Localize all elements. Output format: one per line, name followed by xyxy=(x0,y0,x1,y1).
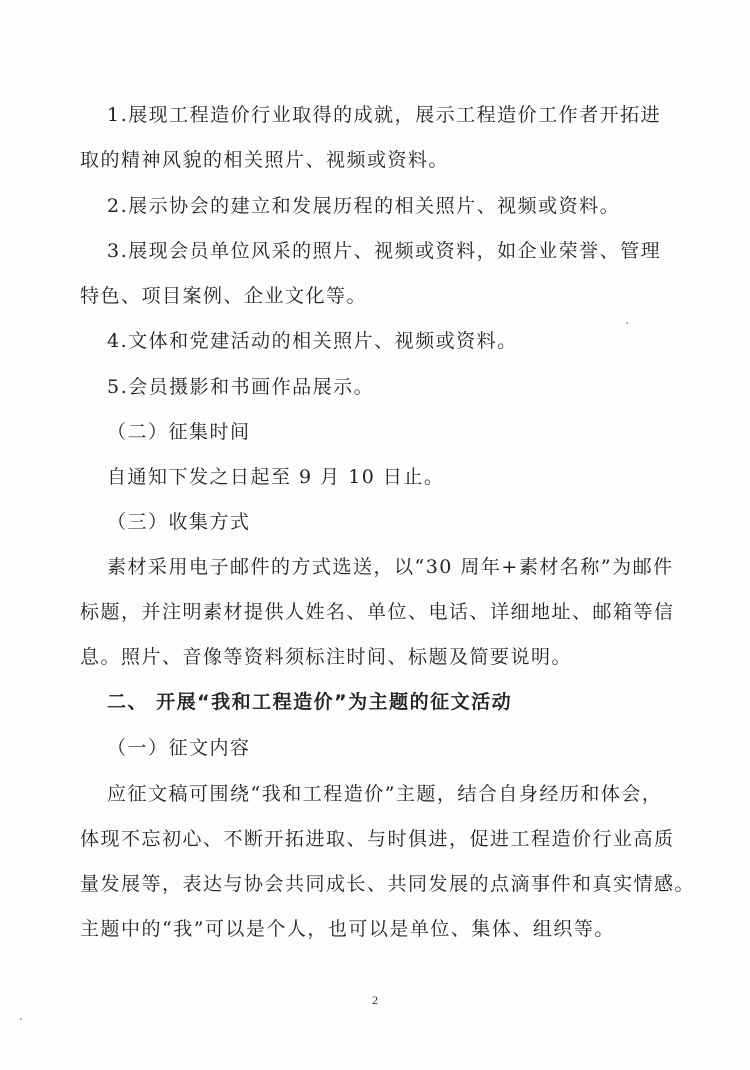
text-line: 自通知下发之日起至 9 月 10 日止。 xyxy=(107,466,445,488)
text-line: 取的精神风貌的相关照片、视频或资料。 xyxy=(80,149,450,171)
text-line: 量发展等，表达与协会共同成长、共同发展的点滴事件和真实情感。 xyxy=(80,873,696,895)
text-line: 标题，并注明素材提供人姓名、单位、电话、详细地址、邮箱等信 xyxy=(80,601,675,623)
text-line: 4.文体和党建活动的相关照片、视频或资料。 xyxy=(107,330,518,352)
text-line: 应征文稿可围绕“我和工程造价”主题，结合自身经历和体会， xyxy=(107,783,663,805)
page-number: 2 xyxy=(372,993,378,1007)
text-line: 特色、项目案例、企业文化等。 xyxy=(80,285,368,307)
scan-speck xyxy=(626,322,628,324)
text-line: 主题中的“我”可以是个人，也可以是单位、集体、组织等。 xyxy=(80,918,615,940)
text-line: 1.展现工程造价行业取得的成就，展示工程造价工作者开拓进 xyxy=(107,104,662,126)
text-line: 体现不忘初心、不断开拓进取、与时俱进，促进工程造价行业高质 xyxy=(80,828,675,850)
section-subheading: （三）收集方式 xyxy=(107,511,251,533)
text-line: 2.展示协会的建立和发展历程的相关照片、视频或资料。 xyxy=(107,195,621,217)
scan-speck xyxy=(20,1018,22,1020)
text-line: 3.展现会员单位风采的照片、视频或资料，如企业荣誉、管理 xyxy=(107,240,662,262)
section-subheading: （一）征文内容 xyxy=(107,737,251,759)
section-heading: 二、 开展“我和工程造价”为主题的征文活动 xyxy=(107,691,513,713)
text-line: 息。照片、音像等资料须标注时间、标题及简要说明。 xyxy=(80,646,573,668)
text-line: 5.会员摄影和书画作品展示。 xyxy=(107,376,375,398)
section-subheading: （二）征集时间 xyxy=(107,421,251,443)
text-line: 素材采用电子邮件的方式选送，以“30 周年+素材名称”为邮件 xyxy=(107,556,674,578)
